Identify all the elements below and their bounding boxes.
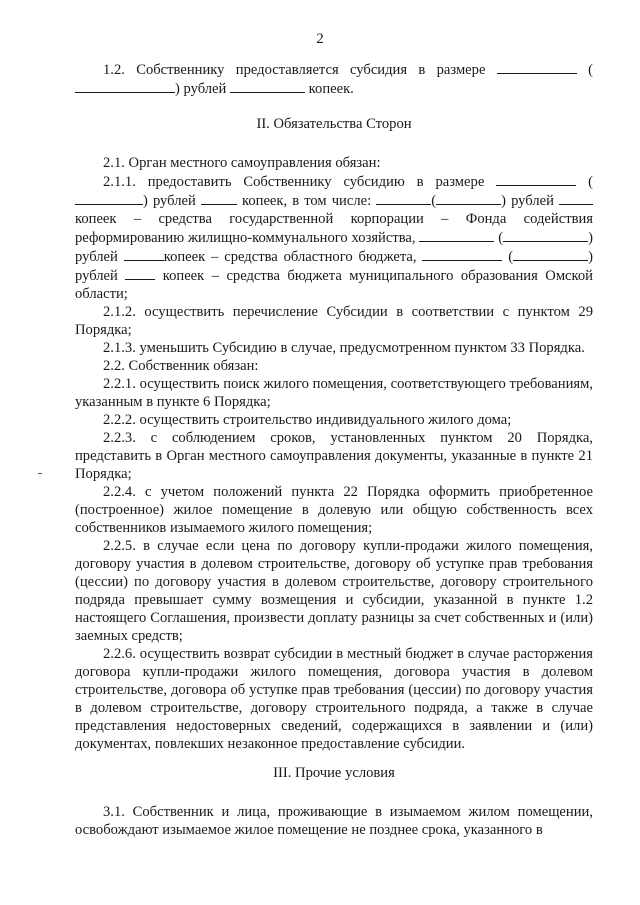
paragraph-1-2: 1.2. Собственнику предоставляется субсидия в размере () рублей копеек. (75, 60, 593, 98)
blank-field[interactable] (422, 247, 502, 261)
paragraph-2-2-4: 2.2.4. с учетом положений пункта 22 Порядка оформить приобретенное (построенное) жилое помещение в долевую или общую собственность всех собственников изымаемого жилого помещения; (75, 484, 593, 536)
page-number: 2 (316, 31, 324, 47)
blank-field[interactable] (436, 191, 501, 205)
paragraph-1-2-text: 1.2. Собственнику предоставляется субсидия в размере (103, 62, 486, 78)
document-body (75, 60, 593, 839)
blank-field[interactable] (201, 191, 237, 205)
paragraph-1-2-text: ) рублей (175, 81, 227, 97)
paragraph-3-1: 3.1. Собственник и лица, проживающие в изымаемом жилом помещении, освобождают изымаемое жилое помещение не позднее срока, указанного в (75, 804, 593, 838)
section-2-title: II. Обязательства Сторон (256, 116, 412, 132)
paragraph-2-1-1: 2.1.1. предоставить Собственнику субсидию в размере () рублей копеек, в том числе: ( ) рублей копеек – средства государственной корпорации – Фонда содействия реформированию жилищно-коммунального хозяйства, ( ) рублей копеек – средства областного бюджета, ( ) рублей копеек – средства бюджета муниципального образования Омской области; (75, 174, 594, 302)
paragraph-2-2-2: 2.2.2. осуществить строительство индивидуального жилого дома; (103, 412, 512, 428)
section-3-title: III. Прочие условия (273, 765, 395, 781)
paragraph-2-1-1-text: ) рублей (75, 249, 594, 284)
blank-field[interactable] (496, 172, 576, 186)
paragraph-2-2-1: 2.2.1. осуществить поиск жилого помещения, соответствующего требованиям, указанным в пункте 6 Порядка; (75, 376, 593, 410)
blank-field[interactable] (503, 228, 588, 242)
paragraph-2-1-1-text: копеек – средства областного бюджета, (163, 249, 417, 265)
paragraph-2-2-5: 2.2.5. в случае если цена по договору купли-продажи жилого помещения, договору участия в долевом строительстве, договору об уступке прав требования (цессии) по договору участия в долевом строительстве, договору строительного подряда превышает сумму возмещения и субсидии, указанной в пункте 1.2 настоящего Соглашения, произвести доплату разницы за счет собственных и (или) заемных средств; (75, 538, 593, 644)
blank-field[interactable] (559, 191, 593, 205)
paragraph-2-1-1-text: копеек, в том числе: (241, 193, 372, 209)
blank-field[interactable] (125, 266, 155, 280)
blank-field[interactable] (513, 247, 588, 261)
paragraph-2-2-6: 2.2.6. осуществить возврат субсидии в местный бюджет в случае расторжения договора купли-продажи жилого помещения, договора участия в долевом строительстве, договора об уступке прав требования (цессии) по договору участия в долевом строительстве, договору строительного подряда, а также в случае представления недостоверных сведений, содержащихся в заявлении и (или) документах, повлекших незаконное предоставление субсидии. (75, 646, 593, 752)
paragraph-2-2: 2.2. Собственник обязан: (103, 358, 259, 374)
blank-field[interactable] (230, 79, 305, 93)
paragraph-2-1-1-text: ) рублей (75, 230, 593, 265)
blank-field[interactable] (75, 191, 143, 205)
blank-field[interactable] (75, 79, 175, 93)
paragraph-2-1-1-text: ) рублей (501, 193, 554, 209)
paragraph-2-1-2: 2.1.2. осуществить перечисление Субсидии в соответствии с пунктом 29 Порядка; (75, 304, 593, 338)
blank-field[interactable] (376, 191, 431, 205)
blank-field[interactable] (419, 228, 494, 242)
paragraph-2-1-1-text: 2.1.1. предоставить Собственнику субсидию в размере (103, 174, 485, 190)
paragraph-1-2-text: копеек. (308, 81, 354, 97)
blank-field[interactable] (124, 247, 164, 261)
paragraph-2-2-3: 2.2.3. с соблюдением сроков, установленных пунктом 20 Порядка, представить в Орган местного самоуправления документы, указанные в пункте 21 Порядка; (75, 430, 593, 482)
blank-field[interactable] (497, 60, 577, 74)
paragraph-2-1-1-text: копеек – средства государственной корпорации – Фонда содействия реформированию жилищно-коммунального хозяйства, (75, 211, 593, 246)
paragraph-2-1: 2.1. Орган местного самоуправления обязан: (103, 155, 381, 171)
paragraph-2-1-3: 2.1.3. уменьшить Субсидию в случае, предусмотренном пунктом 33 Порядка. (103, 340, 585, 356)
paragraph-2-1-1-text: копеек – средства бюджета муниципального образования Омской области; (75, 268, 593, 302)
scan-mark (38, 473, 42, 474)
paragraph-2-1-1-text: ) рублей (143, 193, 196, 209)
